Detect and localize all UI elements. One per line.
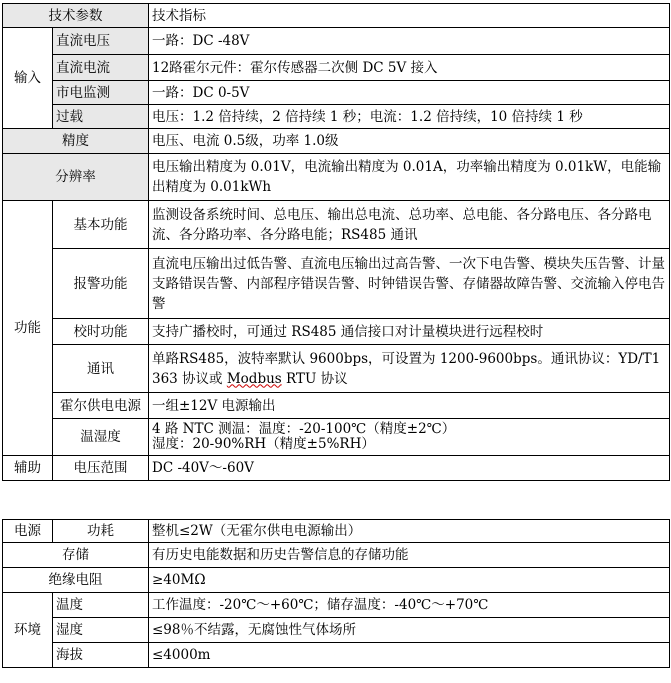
row-value: 工作温度：-20℃～+60℃；储存温度：-40℃～+70℃ bbox=[149, 593, 670, 618]
comm-text-a: 单路RS485，波特率默认 9600bps，可设置为 1200-9600bps。通讯协议：YD/T1363 协议或 bbox=[152, 350, 661, 387]
row-label: 报警功能 bbox=[53, 249, 149, 319]
table-row bbox=[3, 249, 670, 319]
row-label: 霍尔供电电源 bbox=[53, 393, 149, 419]
row-label: 温湿度 bbox=[53, 419, 149, 456]
row-value: 一路：DC 0-5V bbox=[149, 81, 670, 105]
table-row bbox=[3, 201, 670, 249]
row-label: 直流电流 bbox=[53, 55, 149, 81]
table-row bbox=[3, 105, 670, 129]
table-row bbox=[3, 129, 670, 154]
row-value: DC -40V～-60V bbox=[149, 456, 670, 481]
row-label: 温度 bbox=[53, 593, 149, 618]
row-value: 一路：DC -48V bbox=[149, 28, 670, 55]
row-value: 监测设备系统时间、总电压、输出总电流、总功率、总电能、各分路电压、各分路电流、各分路功率、各分路电能；RS485 通讯 bbox=[149, 201, 670, 249]
row-value: 12路霍尔元件：霍尔传感器二次侧 DC 5V 接入 bbox=[149, 55, 670, 81]
humidity-line: 湿度：20-90%RH（精度±5%RH） bbox=[152, 436, 375, 452]
table-row bbox=[3, 319, 670, 345]
table-row bbox=[3, 81, 670, 105]
group-input: 输入 bbox=[3, 28, 53, 129]
row-value: ≥40MΩ bbox=[149, 568, 670, 593]
table-row bbox=[3, 593, 670, 618]
row-label: 功耗 bbox=[53, 520, 149, 543]
group-aux: 辅助 bbox=[3, 456, 53, 481]
table-row bbox=[3, 520, 670, 543]
row-label: 海拔 bbox=[53, 643, 149, 668]
row-label: 校时功能 bbox=[53, 319, 149, 345]
table-row bbox=[3, 4, 670, 28]
table-row bbox=[3, 393, 670, 419]
group-function: 功能 bbox=[3, 201, 53, 456]
row-value: 一组±12V 电源输出 bbox=[149, 393, 670, 419]
table-row bbox=[3, 643, 670, 668]
row-label: 市电监测 bbox=[53, 81, 149, 105]
row-label: 精度 bbox=[3, 129, 149, 154]
spec-table-main bbox=[2, 3, 670, 481]
row-label: 直流电压 bbox=[53, 28, 149, 55]
row-label: 通讯 bbox=[53, 345, 149, 393]
table-row bbox=[3, 618, 670, 643]
header-param: 技术参数 bbox=[3, 4, 149, 28]
row-value: ≤4000m bbox=[149, 643, 670, 668]
row-value: 支持广播校时，可通过 RS485 通信接口对计量模块进行远程校时 bbox=[149, 319, 670, 345]
table-row bbox=[3, 543, 670, 568]
row-label: 过载 bbox=[53, 105, 149, 129]
row-label: 绝缘电阻 bbox=[3, 568, 149, 593]
table-row bbox=[3, 154, 670, 201]
table-row bbox=[3, 456, 670, 481]
row-value bbox=[149, 419, 670, 456]
row-value: 直流电压输出过低告警、直流电压输出过高告警、一次下电告警、模块失压告警、计量支路错误告警、内部程序错误告警、时钟错误告警、存储器故障告警、交流输入停电告警 bbox=[149, 249, 670, 319]
row-label: 基本功能 bbox=[53, 201, 149, 249]
row-value bbox=[149, 345, 670, 393]
row-value: 电压、电流 0.5级，功率 1.0级 bbox=[149, 129, 670, 154]
row-label: 电压范围 bbox=[53, 456, 149, 481]
table-row bbox=[3, 568, 670, 593]
row-label: 分辨率 bbox=[3, 154, 149, 201]
group-env: 环境 bbox=[3, 593, 53, 668]
table-row bbox=[3, 345, 670, 393]
table-row bbox=[3, 55, 670, 81]
comm-text-b: RTU 协议 bbox=[281, 370, 348, 387]
row-value: 有历史电能数据和历史告警信息的存储功能 bbox=[149, 543, 670, 568]
table-row bbox=[3, 28, 670, 55]
comm-text-modbus: Modbus bbox=[226, 370, 282, 387]
row-label: 存储 bbox=[3, 543, 149, 568]
row-value: ≤98％不结露，无腐蚀性气体场所 bbox=[149, 618, 670, 643]
row-value: 电压输出精度为 0.01V，电流输出精度为 0.01A，功率输出精度为 0.01kW，电能输出精度为 0.01kWh bbox=[149, 154, 670, 201]
temp-line: 4 路 NTC 测温：温度：-20-100℃（精度±2℃） bbox=[152, 421, 456, 437]
group-power: 电源 bbox=[3, 520, 53, 543]
table-row bbox=[3, 419, 670, 456]
row-value: 整机≤2W（无霍尔供电电源输出） bbox=[149, 520, 670, 543]
row-value: 电压：1.2 倍持续，2 倍持续 1 秒；电流：1.2 倍持续，10 倍持续 1 秒 bbox=[149, 105, 670, 129]
row-label: 湿度 bbox=[53, 618, 149, 643]
spec-table-env bbox=[2, 519, 670, 668]
header-index: 技术指标 bbox=[149, 4, 670, 28]
